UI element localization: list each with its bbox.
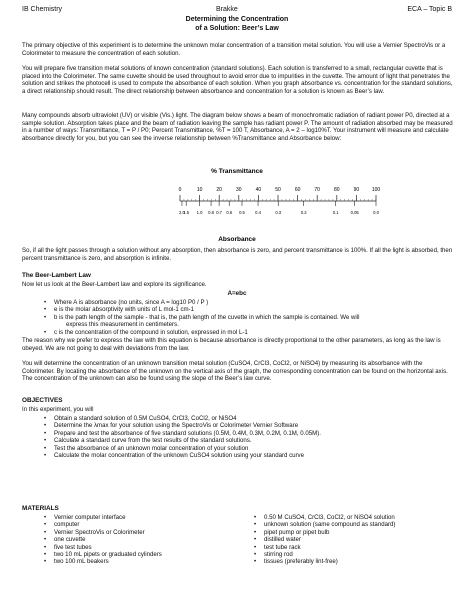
list-item: • c is the concentration of the compound in solution, expressed in mol L-1 <box>40 329 450 336</box>
list-item: • Test the absorbance of an unknown molar concentration of your solution <box>40 445 450 452</box>
list-item: • pipet pump or pipet bulb <box>250 529 460 536</box>
top-tick-label: 40 <box>255 187 262 193</box>
list-item: • five test tubes <box>40 544 240 551</box>
intro-paragraph: The primary objective of this experiment is to determine the unknown molar concentration of a transition metal solution. You will use a Vernier SpectroVis or a Colorimeter to measure the concentration of each solution. <box>22 42 446 57</box>
title-line-1: Determining the Concentration <box>185 16 289 23</box>
reason-paragraph: The reason why we prefer to express the law with this equation is because absorbance is directly proportional to the other parameters, as long as the law is obeyed. We are not going to deal with deviations from the law. <box>22 337 441 352</box>
scale-title: % Transmittance <box>211 168 263 175</box>
list-item: • Obtain a standard solution of 0.5M CuSO4, CrCl3, CoCl2, or NiSO4 <box>40 415 450 422</box>
list-item: • unknown solution (same compound as standard) <box>250 521 460 528</box>
bottom-tick-label: 1.0 <box>196 210 203 215</box>
list-item: • 0.50 M CuSO4, CrCl3, CoCl2, or NiSO4 solution <box>250 514 460 521</box>
bottom-tick-label: 1.5 <box>183 210 190 215</box>
compounds-paragraph: Many compounds absorb ultraviolet (UV) or visible (Vis.) light. The diagram below shows a beam of monochromatic radiation of radiant power P0, directed at a sample solution. Absorption takes place and the beam of radiation leaving the sample has radiant power P. The amount of radiation absorbed may be measured in a number of ways: Transmittance, T = P / P0; Percent Transmittance, %T = 100 T, Absorbance, A = 2 – log10%T. Your instrument will measure and calculate absorbance directly for you, but you can see the inverse relationship between %Transmittance and Absorbance below: <box>22 112 453 142</box>
beer-lambert-list <box>40 299 450 336</box>
bottom-tick-label: 0.1 <box>332 210 339 215</box>
top-tick-label: 10 <box>196 187 203 193</box>
beer-lambert-intro: Now let us look at the Beer-Lambert law and explore its significance. <box>22 281 207 288</box>
bottom-tick-label: 0.5 <box>239 210 245 215</box>
bottom-tick-labels <box>179 210 380 215</box>
title-line-2: of a Solution: Beer’s Law <box>195 25 279 32</box>
top-tick-label: 20 <box>216 187 222 193</box>
transmittance-absorbance-scale <box>0 164 474 244</box>
scale-bottom-label: Absorbance <box>218 236 256 243</box>
list-item: • test tube rack <box>250 544 460 551</box>
after-diagram-paragraph: So, if all the light passes through a solution without any absorption, then absorbance is zero, and percent transmittance is 100%. If all the light is absorbed, then percent transmittance is zero, and absorption is infinite. <box>22 247 453 262</box>
bottom-tick-label: 2.0 <box>179 210 185 215</box>
top-tick-label: 0 <box>178 187 182 193</box>
bottom-tick-label: 0.8 <box>208 210 214 215</box>
top-tick-label: 70 <box>314 187 320 193</box>
bottom-tick-label: 0.3 <box>275 210 282 215</box>
list-item: • computer <box>40 521 240 528</box>
bottom-tick-label: 0.2 <box>300 210 307 215</box>
materials-list-left <box>40 514 240 566</box>
list-item: • Calculate a standard curve from the test results of the standard solutions. <box>40 437 450 444</box>
list-item: • two 100 mL beakers <box>40 558 240 565</box>
prepare-paragraph: You will prepare five transition metal solutions of known concentration (standard solutions). Each solution is transferred to a small, rectangular cuvette that is placed into the Colorimeter. The same cuvette should be used throughout to avoid error due to impurities in the cuvette. The amount of light that penetrates the solution and strikes the photocell is used to compute the absorbance of each solution. When you graph absorbance vs. concentration for the standard solutions, a direct relationship should result. The direct relationship between absorbance and concentration for a solution is known as Beer’s law. <box>22 65 453 95</box>
list-item: • Where A is absorbance (no units, since A = log10 P0 / P ) <box>40 299 450 306</box>
beer-lambert-heading: The Beer-Lambert Law <box>22 272 91 279</box>
top-tick-label: 30 <box>236 187 242 193</box>
scale-tick-marks <box>180 195 376 206</box>
list-item: • Vernier SpectroVis or Colorimeter <box>40 529 240 536</box>
top-tick-label: 100 <box>371 187 381 193</box>
list-item: • two 10 mL pipets or graduated cylinders <box>40 551 240 558</box>
header-teacher: Brakke <box>216 6 238 13</box>
determine-paragraph: You will determine the concentration of an unknown transition metal solution (CuSO4, CrCl3, CoCl2, or NiSO4) by measuring its absorbance with the Colorimeter. By locating the absorbance of the unknown on the vertical axis of the graph, the corresponding concentration can be found on the horizontal axis. The concentration of the unknown can also be found using the slope of the Beer’s law curve. <box>22 360 448 383</box>
objectives-list <box>40 415 450 459</box>
objectives-heading: OBJECTIVES <box>22 397 63 404</box>
top-tick-label: 50 <box>275 187 281 193</box>
materials-heading: MATERIALS <box>22 505 59 512</box>
list-item: • tissues (preferably lint-free) <box>250 558 460 565</box>
materials-list-right <box>250 514 460 566</box>
list-item: • stirring rod <box>250 551 460 558</box>
bottom-tick-label: 0.0 <box>373 210 379 215</box>
bottom-tick-label: 0.4 <box>255 210 261 215</box>
top-tick-label: 90 <box>353 187 360 193</box>
top-tick-label: 80 <box>334 187 340 193</box>
top-tick-labels <box>179 187 381 193</box>
list-item: • Vernier computer interface <box>40 514 240 521</box>
list-item: • Determine the λmax for your solution using the SpectroVis or Colorimeter Vernier Software <box>40 422 450 429</box>
list-item: • distilled water <box>250 536 460 543</box>
list-item: • Calculate the molar concentration of the unknown CuSO4 solution using your standard curve <box>40 452 450 459</box>
bottom-tick-label: 0.6 <box>226 210 233 215</box>
top-tick-label: 60 <box>294 187 301 193</box>
beer-lambert-equation: A=ebc <box>227 290 247 297</box>
bottom-tick-label: 0.05 <box>350 210 359 215</box>
list-item: • one cuvette <box>40 536 240 543</box>
header-course: IB Chemistry <box>22 6 63 13</box>
list-item: express this measurement in centimeters. <box>66 321 179 329</box>
list-item: • Prepare and test the absorbance of five standard solutions (0.5M, 0.4M, 0.3M, 0.2M, 0.1M, 0.05M). <box>40 430 450 437</box>
bottom-tick-label: 0.7 <box>216 210 223 215</box>
header-topic: ECA – Topic B <box>407 6 452 13</box>
objectives-intro: In this experiment, you will <box>22 406 94 413</box>
list-item: • e is the molar absorptivity with units of L mol-1 cm-1 <box>40 306 450 313</box>
list-item: • b is the path length of the sample - that is, the path length of the cuvette in which the sample is contained. We will <box>40 314 450 321</box>
